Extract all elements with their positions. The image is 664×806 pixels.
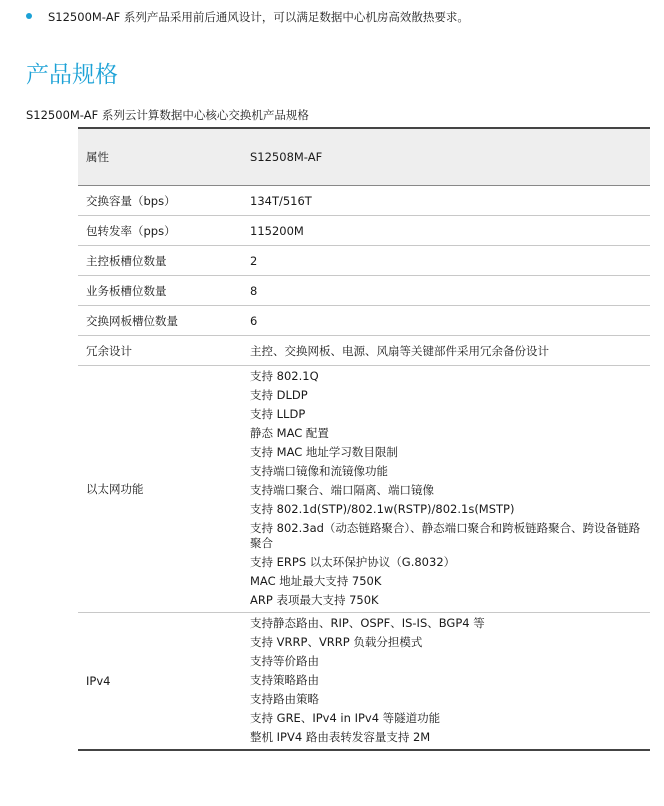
list-item: 支持路由策略 <box>250 692 319 706</box>
list-item: 支持 802.1d(STP)/802.1w(RSTP)/802.1s(MSTP) <box>250 502 515 516</box>
intro-bullet <box>26 8 656 26</box>
row-attribute: 冗余设计 <box>78 336 242 366</box>
list-item: 整机 IPV4 路由表转发容量支持 2M <box>250 730 431 744</box>
row-attribute: IPv4 <box>78 613 242 751</box>
section-title: 产品规格 <box>26 62 118 88</box>
list-item: ARP 表项最大支持 750K <box>250 593 379 607</box>
list-item: 支持等价路由 <box>250 654 319 668</box>
table-row <box>78 336 650 366</box>
table-header-row <box>78 128 650 186</box>
list-item: 支持 802.3ad（动态链路聚合）、静态端口聚合和跨板链路聚合、跨设备链路聚合 <box>250 521 641 550</box>
row-value: 6 <box>242 306 650 336</box>
list-item: MAC 地址最大支持 750K <box>250 574 382 588</box>
table-row <box>78 216 650 246</box>
table-caption: S12500M-AF 系列云计算数据中心核心交换机产品规格 <box>26 108 309 122</box>
table-row <box>78 186 650 216</box>
row-value: 2 <box>242 246 650 276</box>
row-attribute: 以太网功能 <box>78 366 242 613</box>
row-value: 8 <box>242 276 650 306</box>
ethernet-items <box>242 366 650 613</box>
list-item: 支持 GRE、IPv4 in IPv4 等隧道功能 <box>250 711 441 725</box>
list-item: 支持 LLDP <box>250 407 306 421</box>
row-attribute: 交换容量（bps） <box>78 186 242 216</box>
row-attribute: 业务板槽位数量 <box>78 276 242 306</box>
ipv4-items <box>242 613 650 751</box>
list-item: 支持 DLDP <box>250 388 308 402</box>
row-attribute: 交换网板槽位数量 <box>78 306 242 336</box>
list-item: 支持策略路由 <box>250 673 319 687</box>
table-row-ethernet <box>78 366 650 613</box>
list-item: 静态 MAC 配置 <box>250 426 329 440</box>
intro-bullet-text: S12500M-AF 系列产品采用前后通风设计，可以满足数据中心机房高效散热要求。 <box>48 10 469 24</box>
list-item: 支持 MAC 地址学习数目限制 <box>250 445 398 459</box>
row-value: 主控、交换网板、电源、风扇等关键部件采用冗余备份设计 <box>242 336 650 366</box>
header-model: S12508M-AF <box>242 128 650 186</box>
list-item: 支持 ERPS 以太环保护协议（G.8032） <box>250 555 456 569</box>
list-item: 支持端口聚合、端口隔离、端口镜像 <box>250 483 434 497</box>
table-row-ipv4 <box>78 613 650 751</box>
bullet-icon <box>26 13 32 19</box>
spec-table <box>78 127 650 751</box>
row-value: 134T/516T <box>242 186 650 216</box>
row-value: 115200M <box>242 216 650 246</box>
row-attribute: 包转发率（pps） <box>78 216 242 246</box>
list-item: 支持 802.1Q <box>250 369 319 383</box>
list-item: 支持静态路由、RIP、OSPF、IS-IS、BGP4 等 <box>250 616 485 630</box>
table-row <box>78 276 650 306</box>
list-item: 支持端口镜像和流镜像功能 <box>250 464 388 478</box>
header-attribute: 属性 <box>78 128 242 186</box>
table-row <box>78 306 650 336</box>
table-row <box>78 246 650 276</box>
row-attribute: 主控板槽位数量 <box>78 246 242 276</box>
list-item: 支持 VRRP、VRRP 负载分担模式 <box>250 635 423 649</box>
